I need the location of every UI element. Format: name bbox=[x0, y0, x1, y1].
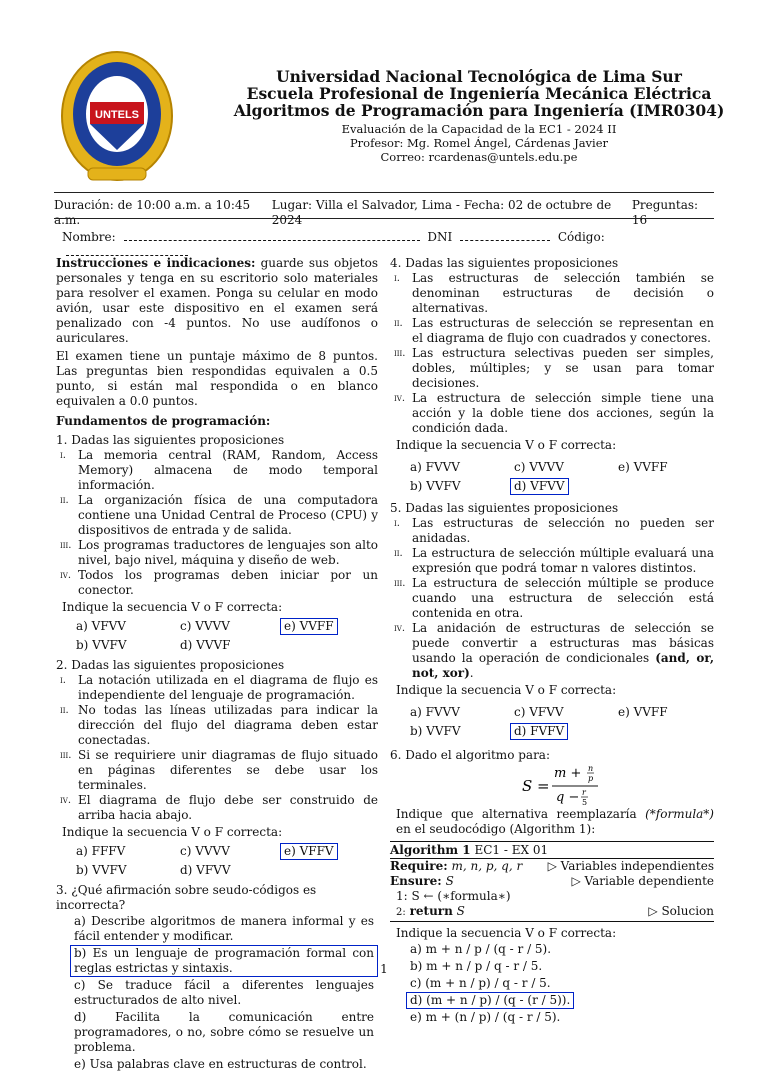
svg-text:m +: m + bbox=[554, 766, 582, 781]
q6-instruction: Indique que alternativa reemplazaría (*formula*) en el seudocódigo (Algorithm 1): bbox=[396, 807, 714, 836]
list-item: ii. La estructura de selección múltiple evaluará una expresión que podrá tomar n valores distintos. bbox=[394, 546, 714, 575]
option-a[interactable]: a) FVVV bbox=[410, 705, 460, 719]
question-6: 6. Dado el algoritmo para: S = m + n p q − r 5 Indique que alternativa reemplazaría (*formula*) en el seudocódigo (Algorithm 1): Algorithm 1 EC1 - EX 01 Require: m, n, p, q, r ▷ Variables independientes Ensure: S ▷ Variable dependiente 1: S ← (∗formula∗) 2: return S ▷ Solucion Indique la secuencia V o F correcta: a) m + n / p / (q - r / 5). b) m + n / p / q - r / 5. c) (m + n / p) / q - r / 5. d) (m + n / p) / (q - (r / 5)). e) m + (n / p) / (q - r / 5). bbox=[390, 748, 714, 1024]
option-c[interactable]: c) VVVV bbox=[180, 619, 230, 633]
place-date: Lugar: Villa el Salvador, Lima - Fecha: 02 de octubre de 2024 bbox=[271, 198, 612, 227]
option-e-selected[interactable]: e) VFFV bbox=[280, 843, 338, 860]
left-column bbox=[56, 256, 378, 1073]
algorithm-line-1: 1: S ← (∗formula∗) bbox=[396, 889, 511, 903]
divider bbox=[54, 218, 714, 219]
option-c[interactable]: c) (m + n / p) / q - r / 5. bbox=[410, 976, 551, 990]
svg-text:S =: S = bbox=[522, 777, 550, 795]
option-d[interactable]: d) VVVF bbox=[180, 638, 231, 652]
options bbox=[406, 459, 714, 495]
dni-field[interactable] bbox=[460, 230, 550, 241]
option-e[interactable]: e) Usa palabras clave en estructuras de control. bbox=[74, 1057, 367, 1071]
option-d-selected[interactable]: d) FVFV bbox=[510, 723, 568, 740]
list-item: ii. No todas las líneas utilizadas para indicar la dirección del flujo del diagrama deben estar conectadas. bbox=[60, 703, 378, 747]
list-item: ii. Las estructuras de selección se representan en el diagrama de flujo con cuadrados y conectores. bbox=[394, 316, 714, 345]
duration: Duración: de 10:00 a.m. a 10:45 a.m. bbox=[54, 198, 251, 227]
options bbox=[406, 704, 714, 740]
question-3: 3. ¿Qué afirmación sobre seudo-códigos es incorrecta? a) Describe algoritmos de manera informal y es fácil entender y modificar. b) Es un lenguaje de programación formal con reglas estrictas y sintaxis. c) Se traduce fácil a diferentes lenguajes estructurados de alto nivel. d) Facilita la comunicación entre programadores, o no, sobre cómo se resuelve un problema. e) Usa palabras clave en estructuras de control. bbox=[56, 883, 378, 1073]
question-4: 4. Dadas las siguientes proposiciones i. Las estructuras de selección también se denominan estructuras de decisión o alternativas. ii. Las estructuras de selección se representan en el diagrama de flujo con cuadrados y conectores. iii. Las estructura selectivas pueden ser simples, dobles, múltiples; y se usan para tomar decisiones. iv. La estructura de selección simple tiene una acción y la doble tiene dos acciones, según la condición dada. Indique la secuencia V o F correcta: a) FVVV c) VVVV e) VVFF b) VVFV d) VFVV bbox=[390, 256, 714, 495]
option-b[interactable]: b) VVFV bbox=[410, 724, 461, 738]
list-item: iv. El diagrama de flujo debe ser construido de arriba hacia abajo. bbox=[60, 793, 378, 822]
page-number: 1 bbox=[380, 962, 388, 976]
option-e[interactable]: e) m + (n / p) / (q - r / 5). bbox=[410, 1010, 561, 1024]
svg-text:5: 5 bbox=[582, 798, 588, 807]
professor-name: Profesor: Mg. Romel Ángel, Cárdenas Javier bbox=[349, 136, 609, 150]
option-e[interactable]: e) VVFF bbox=[618, 460, 668, 474]
name-field[interactable] bbox=[124, 230, 420, 241]
question-5: 5. Dadas las siguientes proposiciones i. Las estructuras de selección no pueden ser anidadas. ii. La estructura de selección múltiple evaluará una expresión que podrá tomar n valores distintos. iii. La estructura de selección múltiple se produce cuando una estructura de selección está contenida en otra. iv. La anidación de estructuras de selección se puede convertir a estructuras mas básicas usando la operación de condicionales (and, or, not, xor). Indique la secuencia V o F correcta: a) FVVV c) VFVV e) VVFF b) VVFV d) FVFV bbox=[390, 501, 714, 740]
list-item: i. La memoria central (RAM, Random, Access Memory) almacena de modo temporal información. bbox=[60, 448, 378, 492]
option-e[interactable]: e) VVFF bbox=[618, 705, 668, 719]
algorithm-title: Algorithm 1 EC1 - EX 01 bbox=[390, 841, 714, 858]
option-a[interactable]: a) m + n / p / (q - r / 5). bbox=[410, 942, 552, 956]
option-d-selected[interactable]: d) VFVV bbox=[510, 478, 569, 495]
list-item: iii. Si se requiriere unir diagramas de flujo situado en páginas diferentes se debe usar los terminales. bbox=[60, 748, 378, 792]
algorithm-box bbox=[390, 841, 714, 922]
school-title: Escuela Profesional de Ingeniería Mecánica Eléctrica bbox=[246, 84, 712, 103]
list-item: i. La notación utilizada en el diagrama de flujo es independiente del lenguaje de programación. bbox=[60, 673, 378, 702]
list-item: iii. Los programas traductores de lenguajes son alto nivel, bajo nivel, máquina y diseño de web. bbox=[60, 538, 378, 567]
question-2: 2. Dadas las siguientes proposiciones i. La notación utilizada en el diagrama de flujo es independiente del lenguaje de programación. ii. No todas las líneas utilizadas para indicar la dirección del flujo del diagrama deben estar conectadas. iii. Si se requiriere unir diagramas de flujo situado en páginas diferentes se debe usar los terminales. iv. El diagrama de flujo debe ser construido de arriba hacia abajo. Indique la secuencia V o F correcta: a) FFFV c) VVVV e) VFFV b) VVFV d) VFVV bbox=[56, 658, 378, 877]
option-b-selected[interactable]: b) Es un lenguaje de programación formal con reglas estrictas y sintaxis. bbox=[70, 945, 378, 977]
list-item: ii. La organización física de una computadora contiene una Unidad Central de Proceso (CPU) y dispositivos de entrada y de salida. bbox=[60, 493, 378, 537]
svg-text:r: r bbox=[582, 788, 586, 797]
algorithm-line-2: 2: return S ▷ Solucion bbox=[390, 904, 714, 922]
list-item: iii. La estructura de selección múltiple se produce cuando una estructura de selección está contenida en otra. bbox=[394, 576, 714, 620]
option-e-selected[interactable]: e) VVFF bbox=[280, 618, 338, 635]
option-b[interactable]: b) m + n / p / q - r / 5. bbox=[410, 959, 543, 973]
list-item: iv. La estructura de selección simple tiene una acción y la doble tiene dos acciones, según la condición dada. bbox=[394, 391, 714, 435]
code-field[interactable] bbox=[66, 245, 188, 256]
evaluation-title: Evaluación de la Capacidad de la EC1 - 2024 II bbox=[341, 122, 617, 136]
options bbox=[72, 618, 378, 654]
algorithm-ensure: Ensure: S ▷ Variable dependiente bbox=[390, 874, 714, 888]
list-item: iv. La anidación de estructuras de selección se puede convertir a estructuras mas básicas usando la operación de condicionales (and, or, not, xor). bbox=[394, 621, 714, 680]
option-c[interactable]: c) Se traduce fácil a diferentes lenguajes estructurados de alto nivel. bbox=[74, 978, 374, 1007]
exam-meta bbox=[54, 198, 714, 228]
option-d[interactable]: d) VFVV bbox=[180, 863, 231, 877]
option-b[interactable]: b) VVFV bbox=[76, 638, 127, 652]
divider bbox=[54, 192, 714, 193]
svg-text:q −: q − bbox=[556, 790, 580, 805]
university-title: Universidad Nacional Tecnológica de Lima Sur bbox=[276, 67, 682, 86]
svg-text:UNTELS: UNTELS bbox=[95, 109, 139, 121]
option-c[interactable]: c) VVVV bbox=[514, 460, 564, 474]
list-item: iii. Las estructura selectivas pueden ser simples, dobles, múltiples; y se usan para tomar decisiones. bbox=[394, 346, 714, 390]
option-a[interactable]: a) FVVV bbox=[410, 460, 460, 474]
algorithm-require: Require: m, n, p, q, r ▷ Variables independientes bbox=[390, 859, 714, 873]
svg-text:n: n bbox=[588, 764, 594, 773]
option-a[interactable]: a) Describe algoritmos de manera informal y es fácil entender y modificar. bbox=[74, 914, 374, 943]
right-column bbox=[390, 256, 714, 1026]
question-count: Preguntas: 16 bbox=[631, 198, 699, 227]
svg-text:p: p bbox=[588, 774, 594, 783]
section-title: Fundamentos de programación: bbox=[56, 414, 271, 428]
options bbox=[72, 843, 378, 879]
university-logo bbox=[60, 50, 174, 186]
formula bbox=[390, 763, 714, 807]
code-label: Código: bbox=[557, 230, 605, 244]
course-title: Algoritmos de Programación para Ingeniería (IMR0304) bbox=[233, 101, 725, 120]
dni-label: DNI bbox=[427, 230, 453, 244]
option-c[interactable]: c) VFVV bbox=[514, 705, 564, 719]
list-item: i. Las estructuras de selección también se denominan estructuras de decisión o alternativas. bbox=[394, 271, 714, 315]
list-item: i. Las estructuras de selección no pueden ser anidadas. bbox=[394, 516, 714, 545]
professor-email: Correo: rcardenas@untels.edu.pe bbox=[380, 150, 578, 164]
question-1: 1. Dadas las siguientes proposiciones i. La memoria central (RAM, Random, Access Memory) almacena de modo temporal información. ii. La organización física de una computadora contiene una Unidad Central de Proceso (CPU) y dispositivos de entrada y de salida. iii. Los programas traductores de lenguajes son alto nivel, bajo nivel, máquina y diseño de web. iv. Todos los programas deben iniciar por un conector. Indique la secuencia V o F correcta: a) VFVV c) VVVV e) VVFF b) VVFV d) VVVF bbox=[56, 433, 378, 652]
instructions: Instrucciones e indicaciones: guarde sus objetos personales y tenga en su escritorio solo materiales para resolver el examen. Ponga su celular en modo avión, usar este dispositivo en el examen será penalizado con -4 puntos. No use audífonos o auriculares. bbox=[56, 256, 378, 345]
name-label: Nombre: bbox=[62, 230, 116, 244]
option-b[interactable]: b) VVFV bbox=[76, 863, 127, 877]
list-item: iv. Todos los programas deben iniciar por un conector. bbox=[60, 568, 378, 597]
option-d[interactable]: d) Facilita la comunicación entre programadores, o no, sobre cómo se resuelve un problema. bbox=[74, 1010, 374, 1054]
option-c[interactable]: c) VVVV bbox=[180, 844, 230, 858]
scoring: El examen tiene un puntaje máximo de 8 puntos. Las preguntas bien respondidas equivalen a 0.5 punto, si están mal respondida o en blanco equivalen a 0.0 puntos. bbox=[56, 349, 378, 408]
option-b[interactable]: b) VVFV bbox=[410, 479, 461, 493]
option-a[interactable]: a) VFVV bbox=[76, 619, 126, 633]
option-d-selected[interactable]: d) (m + n / p) / (q - (r / 5)). bbox=[406, 992, 574, 1009]
option-a[interactable]: a) FFFV bbox=[76, 844, 126, 858]
